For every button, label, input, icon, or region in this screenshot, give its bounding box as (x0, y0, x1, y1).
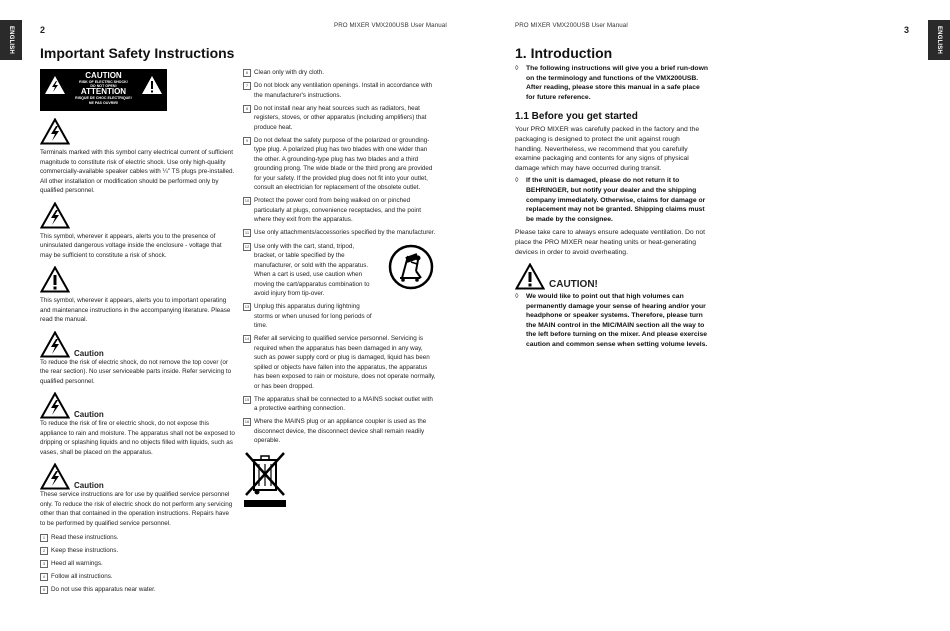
caution-label-sub-1: RISK OF ELECTRIC SHOCK! (79, 80, 128, 84)
caution-bullet (515, 292, 709, 350)
caution-label-sub-3: RISQUE DE CHOC ELECTRIQUE! (75, 96, 132, 101)
running-head-left: PRO MIXER VMX200USB User Manual (334, 22, 447, 29)
lightning-triangle-icon (40, 202, 70, 229)
symbol-paragraph: This symbol, wherever it appears, alerts you to important operating and maintenance instructions in the accompanying literature. Please read the manual. (40, 297, 231, 323)
list-number: 1 (40, 534, 48, 542)
list-item (243, 136, 436, 193)
list-item (40, 585, 235, 595)
list-item-text: Do not install near any heat sources such as radiators, heat registers, stoves, or other apparatus (including amplifiers) that produce heat. (254, 104, 427, 131)
caution-label-sub-2: DO NOT OPEN! (90, 84, 117, 89)
left-column-1 (40, 45, 240, 61)
list-number: 15 (244, 396, 250, 402)
diamond-bullet-icon: ◊ (515, 293, 519, 301)
list-number: 13 (244, 304, 250, 310)
list-number: 16 (244, 419, 250, 425)
running-head-right: PRO MIXER VMX200USB User Manual (515, 22, 628, 29)
language-tab-label: ENGLISH (8, 25, 14, 55)
body-paragraph: Your PRO MIXER was carefully packed in the factory and the packaging is designed to protect the unit against rough handling. Nevertheless, we recommend that you carefully examine packaging and contents for any signs of physical damage which may have occurred during transit. (515, 126, 700, 172)
symbol-paragraph: This symbol, wherever it appears, alerts you to the presence of uninsulated dangerous voltage inside the enclosure - voltage that may be sufficient to constitute a risk of shock. (40, 232, 222, 259)
list-number: 9 (243, 137, 251, 145)
list-item-text: Follow all instructions. (51, 573, 113, 581)
list-item-text: Do not block any ventilation openings. Install in accordance with the manufacturer's instructions. (254, 82, 433, 99)
list-item-text: Read these instructions. (51, 534, 119, 541)
lightning-triangle-icon (40, 392, 70, 419)
caution-bullet-text: We would like to point out that high volumes can permanently damage your sense of hearing and/or your headphone or speaker systems. Therefore, please turn the MAIN control in the MIC/MAIN section all the way to the left before turning on the mixer. And please exercise caution and common sense when setting volume levels. (526, 293, 708, 349)
list-item-text: Where the MAINS plug or an appliance coupler is used as the disconnect device, the disconnect device shall remain readily operable. (254, 418, 427, 445)
lightning-triangle-icon (40, 331, 70, 358)
cart-tipover-icon (388, 244, 434, 290)
symbol-paragraph: Terminals marked with this symbol carry electrical current of sufficient magnitude to constitute risk of electric shock. Use only high-quality commercially-available speaker cables with ¼" TS plugs pre-installed. All other installation or modification should be performed only by qualified personnel. (40, 149, 235, 194)
caution-title: Caution (74, 410, 104, 419)
caution-heading (40, 331, 235, 358)
list-item (243, 395, 436, 414)
caution-label-attention: ATTENTION (80, 87, 127, 97)
caution-label-sub-4: NE PAS OUVRIR! (88, 100, 119, 105)
damage-bullet-text: If the unit is damaged, please do not return it to BEHRINGER, but notify your dealer and the shipping company immediately. Otherwise, claims for damage or replacement may not be granted. Shipping claims must be made by the consignee. (526, 177, 706, 223)
caution-label-caution: CAUTION (85, 71, 122, 80)
list-item-text: Use only attachments/accessories specified by the manufacturer. (254, 229, 436, 237)
exclamation-triangle-icon (141, 75, 163, 95)
damage-bullet (515, 176, 709, 224)
caution-text: To reduce the risk of fire or electric shock, do not expose this appliance to rain and moisture. The apparatus shall not be exposed to dripping or splashing liquids and no objects filled with liquids, such as vases, shall be placed on the apparatus. (40, 420, 235, 456)
caution-label-graphic (40, 69, 167, 111)
list-item (40, 572, 235, 582)
list-item-text: Keep these instructions. (51, 547, 119, 555)
intro-bullet (515, 64, 709, 102)
list-number: 11 (244, 230, 250, 236)
list-item-text: Do not use this apparatus near water. (51, 586, 156, 594)
caution-text: These service instructions are for use by qualified service personnel only. To reduce the risk of electric shock do not perform any servicing other than that contained in the operation instructions. Repairs have to be performed by qualified service personnel. (40, 491, 233, 527)
list-item-text: The apparatus shall be connected to a MAINS socket outlet with a protective earthing connection. (254, 395, 433, 413)
list-item-text: Clean only with dry cloth. (254, 69, 324, 76)
list-item (243, 334, 436, 391)
subsection-title: 1.1 Before you get started (515, 111, 638, 123)
list-number: 10 (244, 198, 250, 204)
list-number: 8 (243, 105, 251, 113)
list-item (243, 81, 436, 100)
list-number: 4 (40, 573, 48, 581)
list-number: 12 (244, 243, 250, 249)
list-item (243, 228, 436, 238)
exclamation-triangle-icon (515, 263, 545, 290)
list-item (40, 559, 235, 569)
caution-heading (515, 263, 709, 290)
list-number: 5 (40, 586, 48, 594)
caution-heading (40, 392, 235, 419)
left-column-2 (243, 68, 436, 508)
diamond-bullet-icon: ◊ (515, 65, 519, 72)
caution-title: Caution (74, 348, 104, 358)
list-item (243, 68, 436, 78)
list-number: 7 (243, 82, 251, 90)
caution-title: Caution (74, 481, 104, 490)
exclamation-triangle-icon (40, 266, 70, 293)
page-title: Important Safety Instructions (40, 45, 235, 61)
list-number: 14 (244, 336, 250, 342)
right-column-1 (515, 45, 709, 350)
page-number-right: 3 (904, 25, 910, 35)
list-item-text: Use only with the cart, stand, tripod, bracket, or table specified by the manufacturer, or sold with the apparatus. When a cart is used, use caution when moving the cart/apparatus combination to avoid injury from tip-over. (254, 242, 370, 298)
safety-list-part-1 (40, 533, 235, 595)
lightning-triangle-icon (40, 463, 70, 490)
list-number: 2 (40, 547, 48, 555)
language-tab-right (928, 20, 950, 60)
caution-title: CAUTION! (549, 279, 598, 291)
list-item-text: Unplug this apparatus during lightning storms or when unused for long periods of time. (254, 303, 372, 330)
symbol-explanations (40, 118, 235, 598)
list-item (40, 546, 235, 556)
list-number: 6 (243, 69, 251, 77)
lightning-triangle-icon (40, 118, 70, 145)
caution-heading (40, 463, 235, 490)
list-item-text: Do not defeat the safety purpose of the polarized or grounding-type plug. A polarized plug has two blades with one wider than the other. A grounding-type plug has two blades and a third grounding prong. The wide blade or the third prong are provided for your safety. If the provided plug does not fit into your outlet, consult an electrician for replacement of the obsolete outlet. (254, 136, 433, 192)
intro-bullet-text: The following instructions will give you a brief run-down on the terminology and functions of the VMX200USB. After reading, please store this manual in a safe place for future reference. (526, 65, 709, 101)
list-item (243, 417, 436, 446)
list-number: 3 (40, 560, 48, 568)
lightning-triangle-icon (44, 75, 66, 95)
language-tab-left (0, 20, 22, 60)
list-item-text: Protect the power cord from being walked on or pinched particularly at plugs, convenience receptacles, and the point where they exit from the apparatus. (254, 197, 421, 224)
caution-label-text (72, 72, 135, 105)
list-item (40, 533, 235, 543)
list-item-text: Heed all warnings. (51, 560, 103, 568)
list-item (243, 104, 436, 133)
list-item-text: Refer all servicing to qualified service personnel. Servicing is required when the apparatus has been damaged in any way, such as power supply cord or plug is damaged, liquid has been spilled or objects have fallen into the apparatus, the apparatus has been exposed to rain or moisture, does not operate normally, or has been dropped. (254, 335, 436, 390)
section-title: 1. Introduction (515, 45, 613, 61)
language-tab-label: ENGLISH (936, 25, 942, 55)
list-item (243, 302, 436, 331)
page-number-left: 2 (40, 25, 46, 35)
crossed-bin-icon (243, 450, 287, 508)
list-item (243, 242, 436, 299)
safety-list-part-2 (243, 68, 436, 446)
caution-text: To reduce the risk of electric shock, do not remove the top cover (or the rear section). No user serviceable parts inside. Refer servicing to qualified personnel. (40, 358, 232, 385)
list-item (243, 196, 436, 225)
diamond-bullet-icon: ◊ (515, 177, 519, 185)
body-paragraph: Please take care to always ensure adequate ventilation. Do not place the PRO MIXER near heating units or heat-generating devices in order to avoid overheating. (515, 229, 706, 256)
